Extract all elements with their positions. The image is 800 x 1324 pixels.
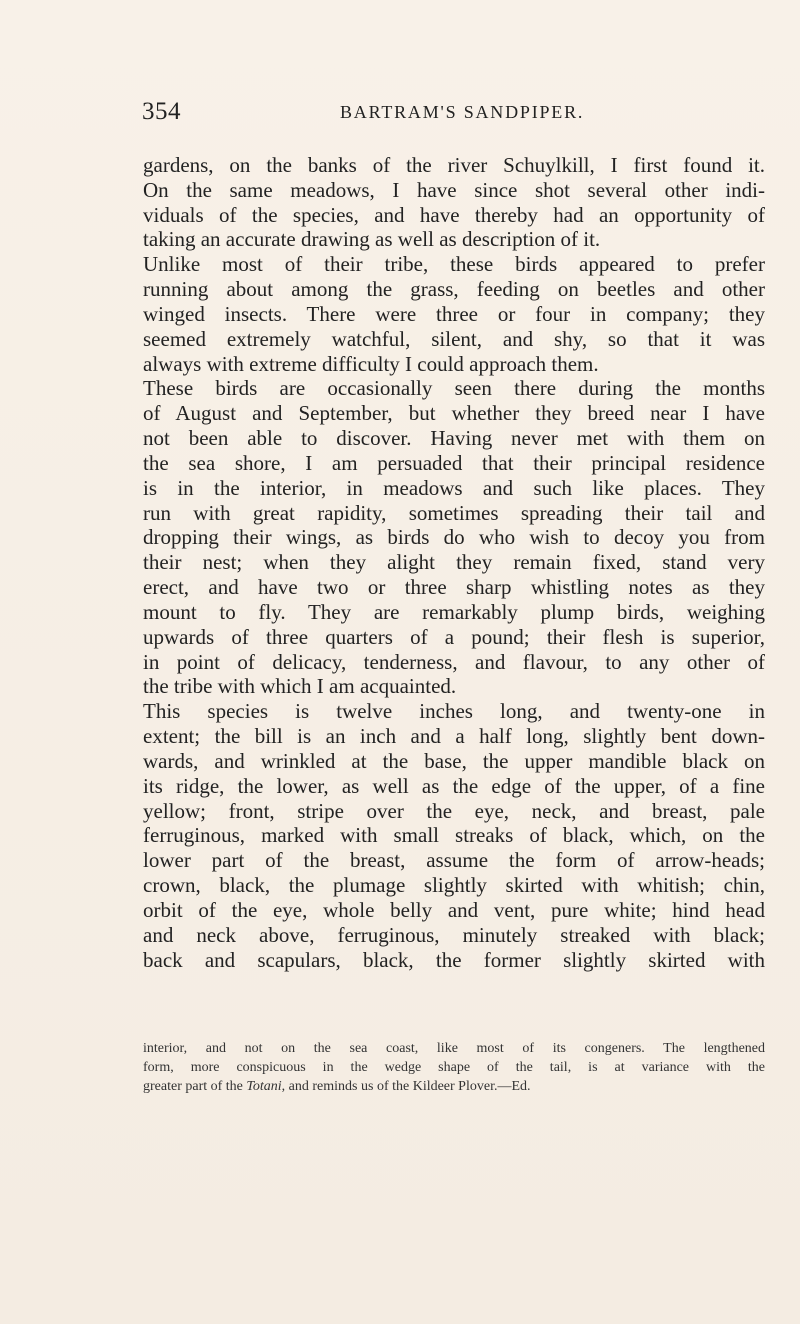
text-line: orbit of the eye, whole belly and vent, pure white; hind head: [143, 897, 765, 922]
text-line: its ridge, the lower, as well as the edge of the upper, of a fine: [143, 773, 765, 798]
text-line: winged insects. There were three or four in company; they: [143, 301, 765, 326]
footnote-text: greater part of the: [143, 1079, 247, 1094]
text-line: run with great rapidity, sometimes spreading their tail and: [143, 500, 765, 525]
text-line: These birds are occasionally seen there during the months: [143, 376, 765, 401]
text-line: wards, and wrinkled at the base, the upper mandible black on: [143, 748, 765, 773]
running-head: BARTRAM'S SANDPIPER.: [340, 102, 585, 122]
text-line: mount to fly. They are remarkably plump birds, weighing: [143, 599, 765, 624]
text-line: running about among the grass, feeding on beetles and other: [143, 277, 765, 302]
footnote-text: , and reminds us of the Kildeer Plover.—Ed.: [281, 1079, 531, 1094]
footnote-line: [143, 1077, 765, 1096]
page-number: 354: [142, 98, 181, 125]
text-line: is in the interior, in meadows and such like places. They: [143, 475, 765, 500]
text-line: taking an accurate drawing as well as description of it.: [143, 227, 601, 252]
text-line: lower part of the breast, assume the form of arrow-heads;: [143, 848, 765, 873]
text-line: viduals of the species, and have thereby had an opportunity of: [143, 202, 765, 227]
text-line: dropping their wings, as birds do who wish to decoy you from: [143, 525, 765, 550]
footnote-line: form, more conspicuous in the wedge shape of the tail, is at variance with the: [143, 1060, 765, 1075]
text-line: This species is twelve inches long, and twenty-one in: [143, 699, 765, 724]
text-line: Unlike most of their tribe, these birds appeared to prefer: [143, 252, 765, 277]
text-line: erect, and have two or three sharp whistling notes as they: [143, 575, 765, 600]
text-line: not been able to discover. Having never met with them on: [143, 426, 765, 451]
footnote-line: interior, and not on the sea coast, like most of its congeners. The lengthened: [143, 1041, 765, 1056]
text-line: the sea shore, I am persuaded that their principal residence: [143, 450, 765, 475]
footnote-italic-term: Totani: [246, 1079, 282, 1094]
text-line: and neck above, ferruginous, minutely streaked with black;: [143, 922, 765, 947]
text-line: yellow; front, stripe over the eye, neck, and breast, pale: [143, 798, 765, 823]
text-line: always with extreme difficulty I could approach them.: [143, 351, 599, 376]
text-line: their nest; when they alight they remain fixed, stand very: [143, 550, 765, 575]
text-line: extent; the bill is an inch and a half long, slightly bent down-: [143, 724, 765, 749]
text-line: crown, black, the plumage slightly skirted with whitish; chin,: [143, 873, 765, 898]
text-line: the tribe with which I am acquainted.: [143, 674, 457, 699]
text-line: ferruginous, marked with small streaks of black, which, on the: [143, 823, 765, 848]
footnote: [143, 1039, 765, 1096]
page-header: [142, 98, 762, 138]
text-line: of August and September, but whether they breed near I have: [143, 401, 765, 426]
text-line: gardens, on the banks of the river Schuylkill, I first found it.: [143, 153, 765, 177]
text-line: On the same meadows, I have since shot several other indi-: [143, 177, 765, 202]
text-line: upwards of three quarters of a pound; their flesh is superior,: [143, 624, 765, 649]
text-line: seemed extremely watchful, silent, and shy, so that it was: [143, 326, 765, 351]
text-line: back and scapulars, black, the former slightly skirted with: [143, 947, 765, 972]
main-text: [143, 153, 765, 972]
text-line: in point of delicacy, tenderness, and flavour, to any other of: [143, 649, 765, 674]
